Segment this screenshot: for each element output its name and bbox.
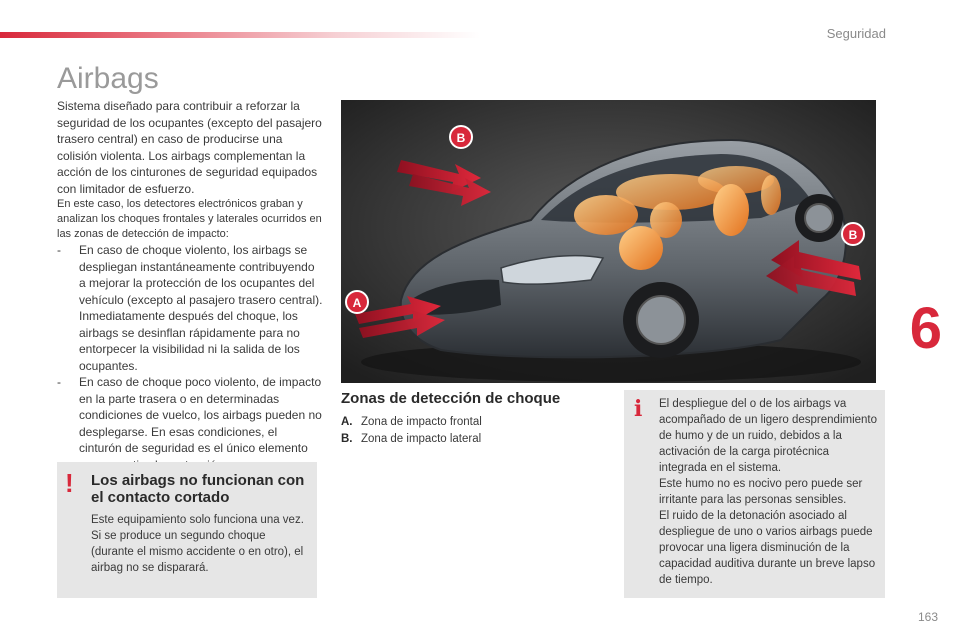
zone-text: Zona de impacto frontal [361,416,482,428]
steering-airbag [650,202,682,238]
warning-text: Este equipamiento solo funciona una vez. Si se produce un segundo choque (durante el mismo accidente o en otro), el airbag no se disparará. [91,514,304,574]
warning-title: Los airbags no funcionan con el contacto cortado [91,472,305,506]
bullet-marker: - [57,243,61,257]
list-item [57,374,323,473]
intro-text [57,98,323,473]
info-text [659,396,879,588]
list-item [341,414,611,431]
info-icon: i [634,396,643,422]
info-paragraph: El ruido de la detonación asociado al despliegue de uno o varios airbags puede provocar una ligera disminución de la capacidad auditiva durante un breve lapso de tiempo. [659,510,876,586]
bullet-text: En caso de choque poco violento, de impacto en la parte trasera o en determinadas condiciones de vuelco, los airbags pueden no desplegarse. En esas condiciones, el cinturón de seguridad es el único elemento [79,375,322,455]
list-item [341,431,611,448]
front-rim [637,296,685,344]
intro-bullet-list [57,242,323,473]
zone-label-b-text: B [456,131,466,145]
bullet-marker: - [57,375,61,389]
zones-title: Zonas de detección de choque [341,390,561,407]
page-number: 163 [917,610,938,624]
airbag-car-illustration [341,100,876,383]
zone-label-b-text: B [848,228,858,242]
exclamation-icon: ! [65,468,74,498]
zone-key: A. [341,416,353,428]
chapter-number: 6 [909,296,942,361]
zone-key: B. [341,433,353,445]
rear-rim [805,204,833,232]
page-title: Airbags [57,62,159,95]
car-illustration-svg [341,100,876,383]
zone-text: Zona de impacto lateral [361,433,482,445]
info-paragraph: Este humo no es nocivo pero puede ser irritante para las personas sensibles. [659,478,863,506]
intro-paragraph-detectors: En este caso, los detectores electrónicos graban y analizan los choques frontales y laterales ocurridos en las zonas de detección de impacto: [57,198,322,240]
intro-paragraph: Sistema diseñado para contribuir a reforzar la seguridad de los ocupantes (excepto del pasajero trasero central) en caso de producirse una colisión violenta. Los airbags complementan la acción de los cinturones de seguridad equipados con limitador de esfuerzo. [57,99,322,196]
header-accent-bar [0,32,480,38]
zones-list [341,414,611,448]
info-box [624,390,885,598]
warning-box [57,462,317,598]
section-name: Seguridad [826,26,886,41]
seat-airbag [713,184,749,236]
zone-label-a-text: A [352,296,362,310]
list-item [57,242,323,374]
rear-airbag [761,175,781,215]
bullet-text: En caso de choque violento, los airbags se despliegan instantáneamente contribuyendo a mejorar la protección de los ocupantes del vehículo (excepto al pasajero trasero central). Inmediatamente después del choque, los airbags se desinflan rápidamente para no entorpecer la visibilidad ni la salida de los ocupantes. [79,243,323,373]
info-paragraph: El despliegue del o de los airbags va acompañado de un ligero desprendimiento de humo y de un ruido, debidos a la activación de la carga pirotécnica integrada en el sistema. [659,398,878,474]
